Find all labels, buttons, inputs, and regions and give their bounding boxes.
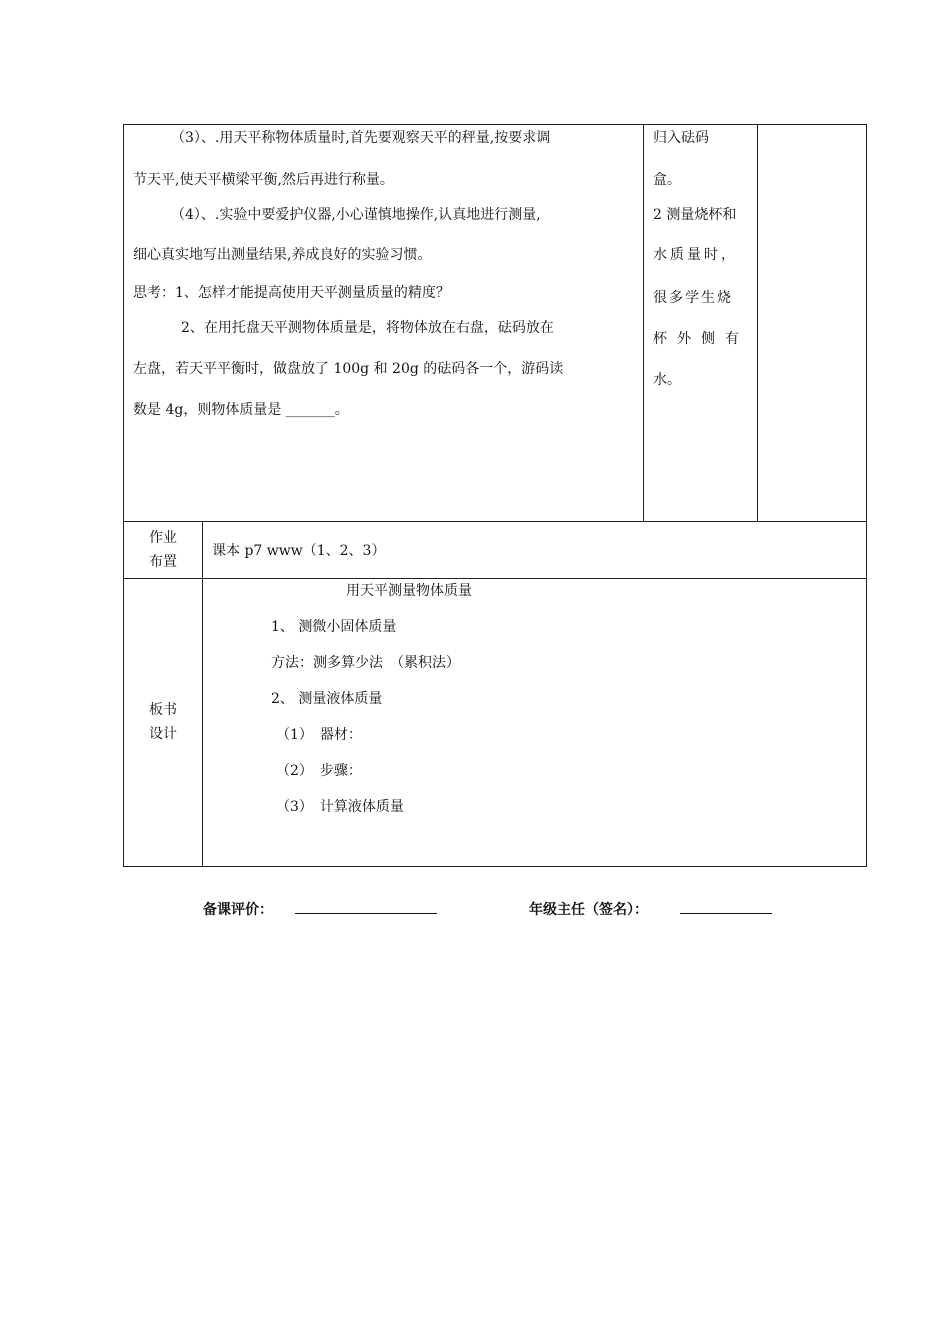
note-line: 水。 — [653, 372, 681, 388]
table-divider — [123, 521, 867, 522]
board-label — [124, 698, 202, 746]
homework-content: 课本 p7 www（1、2、3） — [212, 543, 386, 559]
board-item: （3） 计算液体质量 — [276, 799, 404, 815]
board-title: 用天平测量物体质量 — [346, 583, 472, 599]
table-divider — [643, 124, 644, 521]
activity-paragraph: 细心真实地写出测量结果,养成良好的实验习惯。 — [133, 247, 432, 263]
note-line: 2 测量烧杯和 — [653, 207, 737, 223]
activity-paragraph: 2、在用托盘天平测物体质量是，将物体放在右盘，砝码放在 — [181, 320, 554, 336]
note-line: 杯外侧有 — [653, 331, 749, 347]
board-item: （2） 步骤： — [276, 763, 362, 779]
note-line: 很多学生烧 — [653, 290, 733, 306]
activity-paragraph: 左盘，若天平平衡时，做盘放了 100g 和 20g 的砝码各一个，游码读 — [133, 361, 564, 377]
homework-label-line: 作业 — [149, 530, 177, 546]
board-item: 2、 测量液体质量 — [271, 691, 383, 707]
note-line: 盒。 — [653, 172, 681, 188]
director-signature-line — [680, 913, 772, 914]
homework-label-line: 布置 — [149, 554, 177, 570]
table-divider — [123, 578, 867, 579]
activity-paragraph: 节天平,使天平横梁平衡,然后再进行称量。 — [133, 172, 394, 188]
table-divider — [757, 124, 758, 521]
note-line: 水质量时， — [653, 247, 738, 263]
note-line: 归入砝码 — [653, 130, 709, 146]
board-label-line: 板书 — [149, 702, 177, 718]
director-label: 年级主任（签名）： — [529, 902, 648, 918]
review-signature-line — [295, 913, 437, 914]
table-divider — [202, 521, 203, 867]
board-item: 1、 测微小固体质量 — [271, 619, 397, 635]
think-question: 思考：1、怎样才能提高使用天平测量质量的精度？ — [133, 285, 450, 301]
activity-paragraph: 数是 4g，则物体质量是 _______。 — [133, 402, 349, 418]
board-label-line: 设计 — [149, 726, 177, 742]
lesson-table — [123, 124, 867, 867]
activity-paragraph: （4）、.实验中要爱护仪器,小心谨慎地操作,认真地进行测量, — [171, 207, 541, 223]
homework-label — [124, 526, 202, 574]
board-item: 方法：测多算少法 （累积法） — [271, 655, 460, 671]
board-item: （1） 器材： — [276, 727, 362, 743]
activity-paragraph: （3）、.用天平称物体质量时,首先要观察天平的秤量,按要求调 — [171, 130, 551, 146]
review-label: 备课评价： — [203, 902, 273, 918]
